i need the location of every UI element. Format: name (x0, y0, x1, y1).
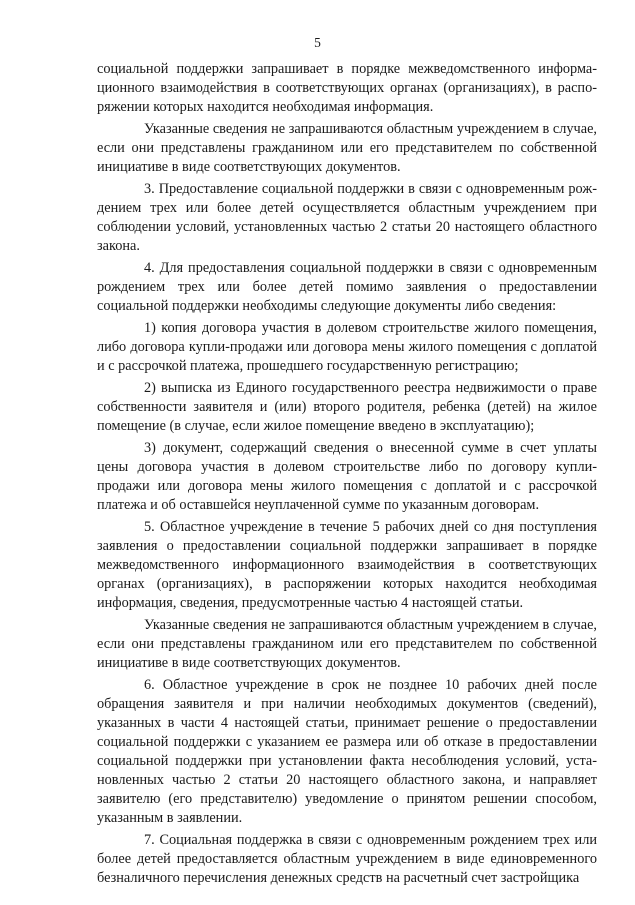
paragraph-subitem-1: 1) копия договора участия в долевом строительстве жилого помещения, либо договора купли-продажи или договора мены жилого помещения с доплатой и с рассрочкой платежа, прошедшего государственную регистрацию; (97, 320, 597, 374)
paragraph-no-request-note-2: Указанные сведения не запрашиваются областным учреждением в случае, если они представлены гражданином или его представителем по собственной инициативе в виде соответствующих документов. (97, 617, 597, 671)
paragraph-item-4: 4. Для предоставления социальной поддержки в связи с одновременным рождением трех или более детей помимо заявления о предоставлении социальной поддержки необходимы следующие документы либо сведения: (97, 260, 597, 314)
paragraph-item-7: 7. Социальная поддержка в связи с одновременным рождением трех или более детей предоставляется областным учреждением в виде единовременного безналичного перечисления денежных средств на расчетный счет застройщика (97, 832, 597, 886)
paragraph-item-3: 3. Предоставление социальной поддержки в связи с одновременным рождением трех или более детей осуществляется областным учреждением при соблюдении условий, установленных частью 2 статьи 20 настоящего областного закона. (97, 181, 597, 254)
document-body (97, 60, 597, 888)
page-number: 5 (314, 35, 321, 50)
paragraph-continuation: социальной поддержки запрашивает в порядке межведомственного информационного взаимодействия в соответствующих органах (организациях), в распоряжении которых находится необходимая информация. (97, 61, 597, 115)
paragraph-item-5: 5. Областное учреждение в течение 5 рабочих дней со дня поступления заявления о предоставлении социальной поддержки запрашивает в порядке межведомственного информационного взаимодействия в соответствующих органах (организациях), в распоряжении которых находится необходимая информация, сведения, предусмотренные частью 4 настоящей статьи. (97, 519, 597, 611)
paragraph-no-request-note: Указанные сведения не запрашиваются областным учреждением в случае, если они представлены гражданином или его представителем по собственной инициативе в виде соответствующих документов. (97, 121, 597, 175)
paragraph-subitem-2: 2) выписка из Единого государственного реестра недвижимости о праве собственности заявителя и (или) второго родителя, ребенка (детей) на жилое помещение (в случае, если жилое помещение введено в эксплуатацию); (97, 380, 597, 434)
paragraph-item-6: 6. Областное учреждение в срок не позднее 10 рабочих дней после обращения заявителя и при наличии необходимых документов (сведений), указанных в части 4 настоящей статьи, принимает решение о предоставлении социальной поддержки с указанием ее размера или об отказе в предоставлении социальной поддержки при установлении факта несоблюдения условий, установленных частью 2 статьи 20 настоящего областного закона, и направляет заявителю (его представителю) уведомление о принятом решении способом, указанным в заявлении. (97, 677, 597, 826)
paragraph-subitem-3: 3) документ, содержащий сведения о внесенной сумме в счет уплаты цены договора участия в долевом строительстве либо по договору купли-продажи или договора мены жилого помещения с доплатой и с рассрочкой платежа и об оставшейся неуплаченной сумме по указанным договорам. (97, 440, 597, 513)
